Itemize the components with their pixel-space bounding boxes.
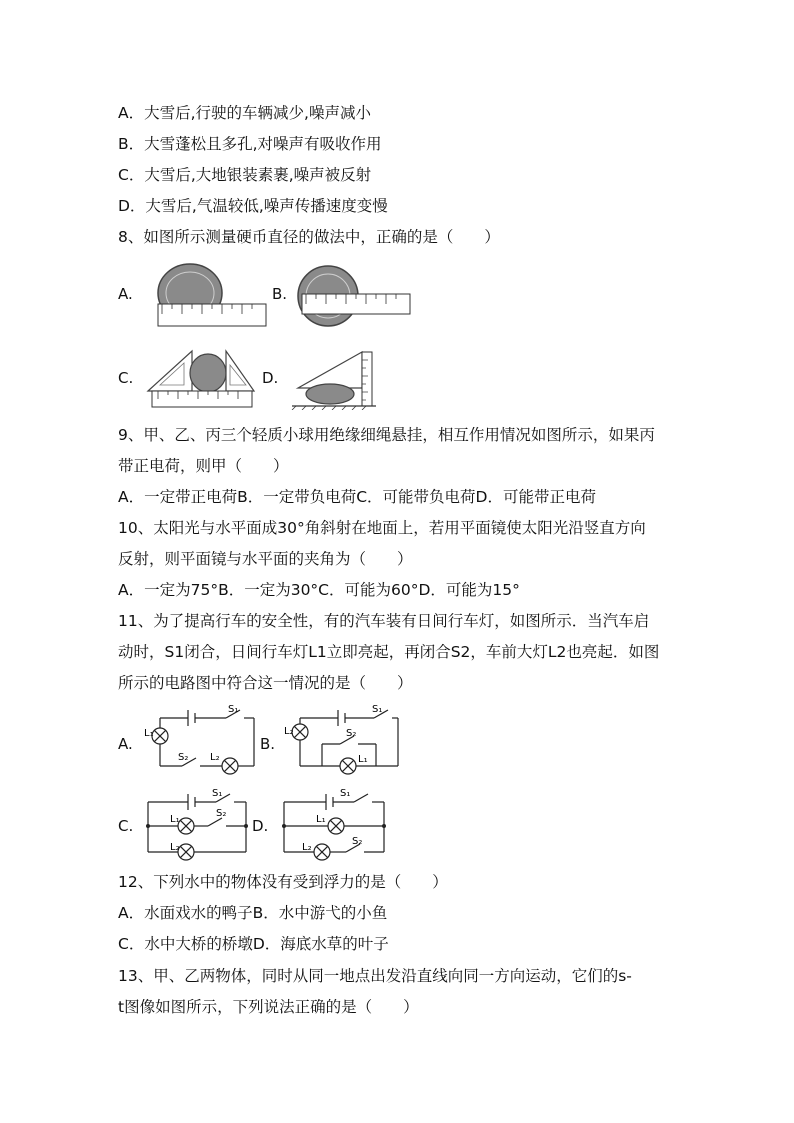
q13-stem-line1: 13、甲、乙两物体，同时从同一地点出发沿直线向同一方向运动，它们的s- bbox=[118, 967, 632, 985]
q8-label-d: D. bbox=[262, 369, 279, 387]
q11-label-d: D. bbox=[252, 817, 269, 835]
svg-text:S₁: S₁ bbox=[340, 788, 351, 799]
coin-c bbox=[190, 354, 226, 392]
q8-figure-c bbox=[146, 345, 256, 413]
svg-text:L₁: L₁ bbox=[316, 814, 326, 825]
svg-text:L₂: L₂ bbox=[284, 726, 294, 737]
svg-text:L₁: L₁ bbox=[170, 814, 180, 825]
ruler-c bbox=[152, 391, 252, 407]
q10-options: A．一定为75°B．一定为30°C．可能为60°D．可能为15° bbox=[118, 581, 520, 599]
q11-stem-line1: 11、为了提高行车的安全性，有的汽车装有日间行车灯，如图所示．当汽车启 bbox=[118, 612, 650, 630]
q8-label-a: A. bbox=[118, 285, 133, 303]
circuit-c bbox=[140, 786, 252, 862]
q8-figure-b bbox=[296, 262, 416, 330]
q8-figure-a bbox=[150, 262, 270, 330]
svg-text:L₂: L₂ bbox=[302, 842, 312, 853]
q8-stem: 8、如图所示测量硬币直径的做法中，正确的是（ ） bbox=[118, 228, 500, 246]
label-l1: L₁ bbox=[144, 728, 154, 739]
q11-label-c: C. bbox=[118, 817, 134, 835]
q7-option-d: D．大雪后,气温较低,噪声传播速度变慢 bbox=[118, 197, 388, 215]
q10-stem-line1: 10、太阳光与水平面成30°角斜射在地面上，若用平面镜使太阳光沿竖直方向 bbox=[118, 519, 646, 537]
q9-stem-line1: 9、甲、乙、丙三个轻质小球用绝缘细绳悬挂，相互作用情况如图所示，如果丙 bbox=[118, 426, 655, 444]
q12-stem: 12、下列水中的物体没有受到浮力的是（ ） bbox=[118, 873, 448, 891]
q9-options: A．一定带正电荷B．一定带负电荷C．可能带负电荷D．可能带正电荷 bbox=[118, 488, 596, 506]
coin-d bbox=[306, 384, 354, 404]
svg-text:S₂: S₂ bbox=[346, 728, 357, 739]
label-l2: L₂ bbox=[210, 752, 220, 763]
label-s1: S₁ bbox=[228, 704, 239, 715]
q13-stem-line2: t图像如图所示，下列说法正确的是（ ） bbox=[118, 998, 419, 1016]
q8-figure-d bbox=[288, 348, 378, 410]
svg-text:S₂: S₂ bbox=[216, 808, 227, 819]
q8-label-c: C. bbox=[118, 369, 134, 387]
circuit-a bbox=[140, 700, 260, 776]
q12-options-line2: C．水中大桥的桥墩D．海底水草的叶子 bbox=[118, 935, 389, 953]
q11-label-b: B. bbox=[260, 735, 276, 753]
triangle-d bbox=[298, 352, 362, 388]
q11-stem-line2: 动时，S1闭合，日间行车灯L1立即亮起，再闭合S2，车前大灯L2也亮起．如图 bbox=[118, 643, 660, 661]
circuit-b bbox=[282, 700, 402, 776]
circuit-d bbox=[276, 786, 392, 862]
svg-text:L₁: L₁ bbox=[358, 754, 368, 765]
q10-stem-line2: 反射，则平面镜与水平面的夹角为（ ） bbox=[118, 550, 413, 568]
q7-option-a: A．大雪后,行驶的车辆减少,噪声减小 bbox=[118, 104, 371, 122]
svg-text:S₁: S₁ bbox=[212, 788, 223, 799]
q7-option-c: C．大雪后,大地银装素裹,噪声被反射 bbox=[118, 166, 372, 184]
label-s2: S₂ bbox=[178, 752, 189, 763]
q11-stem-line3: 所示的电路图中符合这一情况的是（ ） bbox=[118, 674, 413, 692]
svg-text:S₂: S₂ bbox=[352, 836, 363, 847]
q11-label-a: A. bbox=[118, 735, 133, 753]
svg-text:S₁: S₁ bbox=[372, 704, 383, 715]
q8-label-b: B. bbox=[272, 285, 288, 303]
svg-text:L₂: L₂ bbox=[170, 842, 180, 853]
q7-option-b: B．大雪蓬松且多孔,对噪声有吸收作用 bbox=[118, 135, 382, 153]
q12-options-line1: A．水面戏水的鸭子B．水中游弋的小鱼 bbox=[118, 904, 388, 922]
q9-stem-line2: 带正电荷，则甲（ ） bbox=[118, 457, 289, 475]
